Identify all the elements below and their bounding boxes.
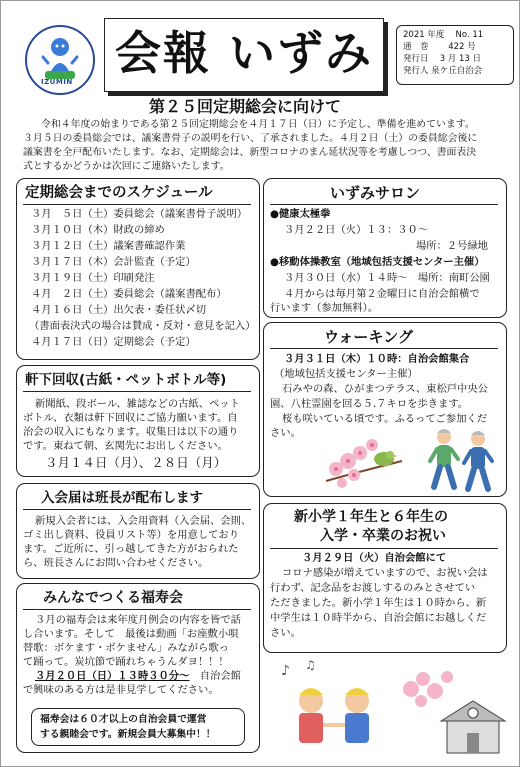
- schedule-item: ３月１７日（木）会計監査（予定）: [31, 256, 196, 268]
- walking-box: [263, 322, 507, 497]
- walking-date: ３月３１日（木）１０時：自治会館集合: [284, 353, 470, 365]
- celebration-title-underline: [270, 548, 498, 549]
- walking-organizer: （地域包括支援センター主催）: [274, 368, 418, 380]
- issue-year: 2021 年度 No. 11: [403, 30, 484, 40]
- lead-line-1: 令和４年度の始まりである第２５回定期総会を４月１７日（日）に予定し、準備を進めています。: [41, 119, 475, 130]
- celebration-line: さい。: [270, 627, 301, 639]
- celebration-title-2: 入学・卒業のお祝い: [320, 528, 446, 544]
- schedule-item: ４月１７日（日）定期総会（予定）: [31, 336, 196, 348]
- celebration-box: [263, 503, 507, 653]
- schedule-item: ４月 ２日（土）委員総会（議案書配布）: [31, 288, 227, 300]
- celebration-line: 中学生は１０時半から、自治会館にお越しくだ: [270, 612, 487, 624]
- fukujukai-box: [16, 583, 260, 753]
- schedule-title-underline: [23, 204, 251, 205]
- svg-text:♪: ♪: [281, 663, 290, 679]
- fukujukai-notice-line-1: 福寿会は６０才以上の自治会員で運営: [40, 714, 207, 725]
- celebration-line: コロナ感染が増えていますので、お祝い会は: [282, 567, 488, 579]
- salon-exercise-note: ４月からは毎月第２金曜日に自治会館横で: [284, 288, 480, 300]
- salon-taichi-place: 場所：２号緑地: [416, 240, 489, 252]
- celebration-date: ３月２９日（火）自治会館にて: [302, 552, 447, 564]
- salon-taichi-date: ３月２２日（火）１３：３０～: [284, 224, 429, 236]
- salon-exercise-note: 行います（参加無料）。: [270, 302, 379, 314]
- issue-date: 発行日 3 月 13 日: [403, 54, 482, 64]
- walking-line: 園、八柱霊園を回る５.７キロを歩きます。: [270, 398, 469, 410]
- schedule-title: 定期総会までのスケジュール: [25, 185, 213, 201]
- schedule-item: ３月１０日（木）財政の締め: [31, 224, 165, 236]
- walkers-illustration: [422, 427, 502, 493]
- masthead-title: 会報 いずみ: [115, 26, 374, 80]
- fukujukai-date-emph: ３月２０日（日）１３時３０分～: [35, 670, 190, 682]
- membership-title: 入会届は班長が配布します: [41, 490, 203, 506]
- issue-info: [396, 25, 514, 85]
- fukujukai-notice: [31, 708, 245, 746]
- membership-box: [16, 483, 260, 579]
- salon-subhead-taichi: ●健康太極拳: [270, 208, 331, 220]
- fukujukai-line: て踊って。炭坑節で踊れちゃうんダヨ！！！: [23, 656, 229, 668]
- schedule-box: [16, 178, 260, 360]
- membership-line: 新規入会者には、入会用資料（入会届、会則、: [35, 515, 252, 527]
- fukujukai-title: みんなでつくる福寿会: [43, 590, 183, 606]
- schedule-item: ３月１９日（土）印刷発注: [31, 272, 155, 284]
- issue-volume: 通 巻 422 号: [403, 42, 476, 52]
- membership-title-underline: [23, 509, 251, 510]
- salon-title-underline: [270, 204, 498, 205]
- logo-caption: IZUMIN: [41, 78, 73, 86]
- walking-title-underline: [270, 348, 498, 349]
- svg-text:♫: ♫: [305, 659, 316, 672]
- salon-subhead-exercise: ●移動体操教室（地域包括支援センター主催）: [270, 256, 485, 268]
- collection-line: ボトル、衣類は軒下回収にご協力願います。自: [23, 412, 238, 424]
- cherry-blossom-illustration: [324, 431, 404, 493]
- walking-line: さい。: [270, 427, 301, 439]
- lead-line-2: ３月５日の委員総会では、議案書骨子の説明を行い、了承されました。４月２日（土）の委員総会後に: [23, 133, 478, 144]
- collection-line: 新聞紙、段ボール、雑誌などの古紙、ペット: [35, 398, 240, 410]
- fukujukai-date-rest: 自治会館: [189, 670, 241, 682]
- school-kids-illustration: [271, 659, 507, 759]
- schedule-note: （書面表決式の場合は賛成・反対・意見を記入）: [29, 320, 256, 332]
- fukujukai-date-line: [35, 670, 241, 683]
- collection-title-underline: [23, 391, 251, 392]
- collection-line: 治会の収入にもなります。収集日は以下の通り: [23, 426, 239, 438]
- celebration-title-1: 新小学１年生と６年生の: [294, 509, 448, 525]
- walking-line: 石みやの森、ひがまつテラス、東松戸中央公: [282, 383, 488, 395]
- collection-box: [16, 365, 260, 477]
- membership-line: ます。ご近所に、引っ越してきた方がおられた: [23, 543, 239, 555]
- fukujukai-title-underline: [23, 609, 251, 610]
- fukujukai-line: 替歌：ボケます・ボケません」みながら歌っ: [23, 642, 229, 654]
- lead-line-4: 式とするかどうかは次回にご連絡いたします。: [23, 161, 230, 172]
- collection-line: です。東ねて朝、玄関先にお出しください。: [23, 440, 228, 452]
- celebration-line: ただきました。新小学１年生は１０時から、新: [270, 597, 487, 609]
- schedule-item: ４月１６日（土）出欠表・委任状〆切: [31, 304, 207, 316]
- collection-title: 軒下回収(古紙・ペットボトル等): [25, 372, 227, 388]
- schedule-item: ３月１２日（土）議案書確認作業: [31, 240, 186, 252]
- fukujukai-line: し合います。そして 最後は動画「お座敷小唄: [23, 628, 239, 640]
- membership-line: ら、班長さんにお問い合わせください。: [23, 557, 209, 569]
- salon-exercise-date: ３月３０日（水）１４時～ 場所：南町公園: [284, 272, 490, 284]
- fukujukai-line: で興味のある方は是非見学してください。: [23, 684, 219, 696]
- fukujukai-line: ３月の福寿会は来年度月例会の内容を皆で話: [35, 614, 241, 626]
- lead-heading: 第２５回定期総会に向けて: [149, 97, 342, 116]
- membership-line: ゴミ出し資料、役員リスト等）を用意しており: [23, 529, 240, 541]
- issue-publisher: 発行人 泉ケ丘自治会: [403, 66, 483, 76]
- walking-line: 桜も咲いている頃です。ふるってご参加くだ: [282, 413, 488, 425]
- schedule-item: ３月 ５日（土）委員総会（議案書骨子説明）: [31, 208, 248, 220]
- walking-title: ウォーキング: [324, 328, 413, 346]
- salon-title: いずみサロン: [330, 184, 421, 202]
- lead-line-3: 議案書を全戸配布いたします。なお、定期総会は、新型コロナのまん延状況等を考慮しつつ、書面表決: [23, 147, 477, 158]
- celebration-line: 行わず、記念品をお渡しするのみとさせてい: [270, 582, 476, 594]
- collection-dates: ３月１４日（月）、２８日（月）: [45, 455, 227, 470]
- fukujukai-notice-line-2: する親睦会です。新規会員大募集中！！: [40, 729, 216, 740]
- salon-box: [263, 178, 507, 318]
